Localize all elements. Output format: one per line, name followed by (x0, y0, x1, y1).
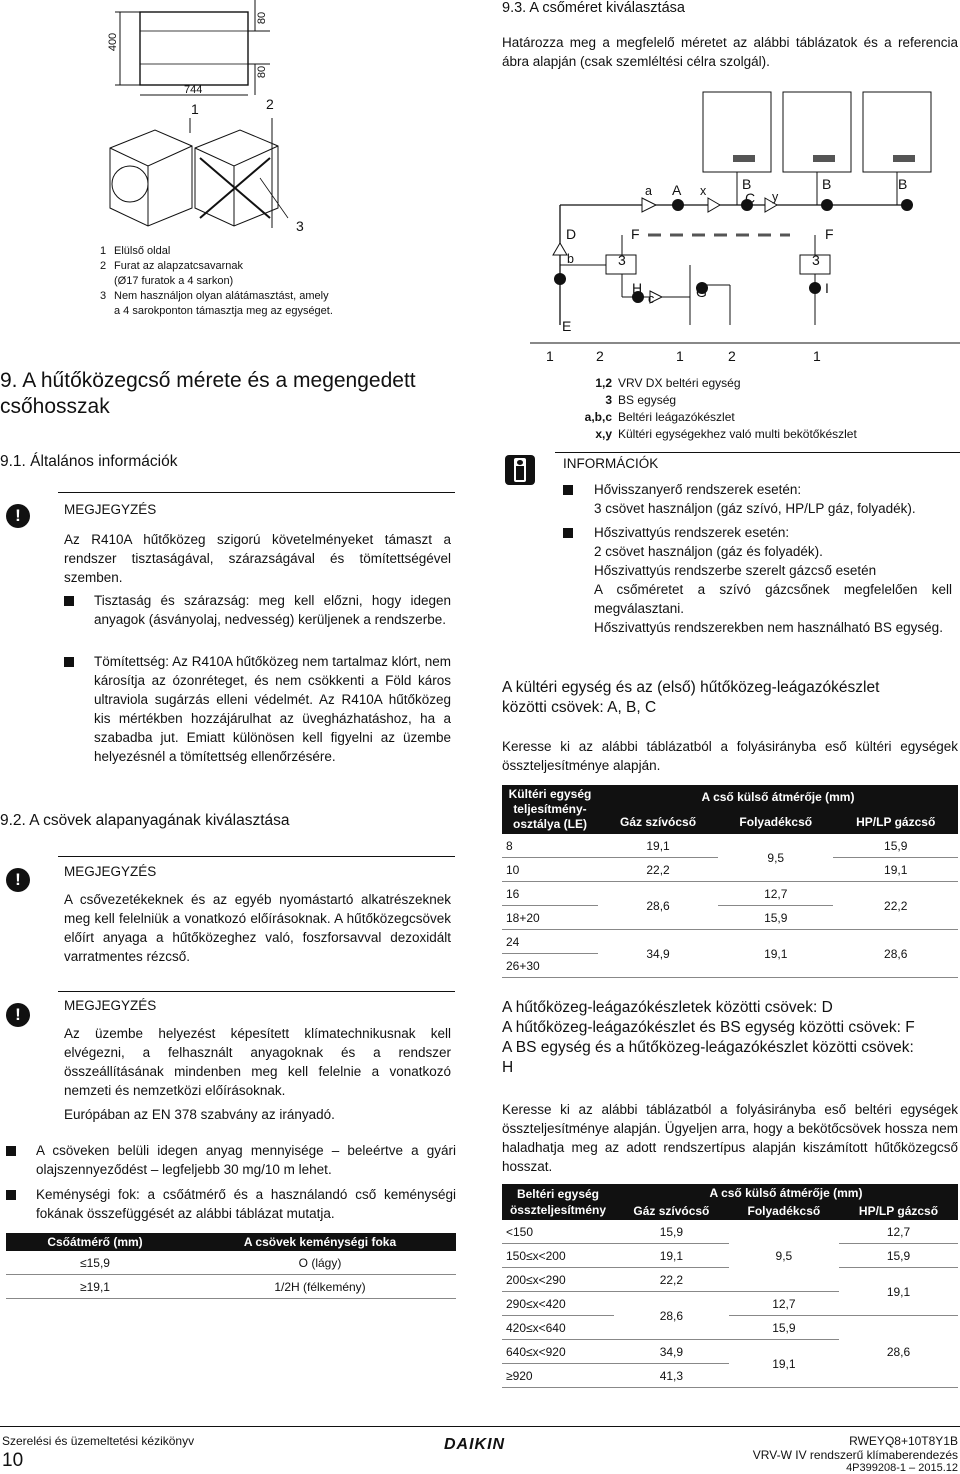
note-2-title: MEGJEGYZÉS (64, 864, 157, 879)
col-header: Csőátmérő (mm) (6, 1233, 184, 1251)
bullet-icon (6, 1190, 16, 1200)
label-B2: B (822, 176, 832, 192)
label-y: y (772, 190, 779, 204)
outdoor-intro: Keresse ki az alábbi táblázatból a folyásirányba eső kültéri egységek összteljesítménye alapján. (502, 739, 958, 773)
label-3b: 3 (812, 252, 820, 268)
warning-icon: ! (6, 504, 30, 528)
label-G: G (696, 284, 707, 300)
note-1-bullet: Tisztaság és szárazság: meg kell előzni, hogy idegen anyagok (ásványolaj, nedvesség) kerüljenek a rendszerbe. (94, 593, 451, 627)
table-cell: 9,5 (729, 1220, 839, 1292)
left-bullet: Keménységi fok: a csőátmérő és a használandó cső keménységi fokának összefüggését az alábbi táblázat mutatja. (36, 1187, 456, 1221)
note-3-body: Az üzembe helyezést képesített klímatechnikusnak kell elvégezni, a felhasznált anyagoknak és a rendszer összeállításának mindenben meg kell felelnie a vonatkozó nemzeti és nemzetközi előírásoknak. (64, 1026, 451, 1098)
table-cell: 640≤x<920 (502, 1340, 614, 1364)
piping-drawing (530, 85, 960, 375)
col-header: Gáz szívócső (598, 810, 718, 835)
col-header: Folyadékcső (729, 1202, 839, 1220)
table-cell: 15,9 (729, 1316, 839, 1340)
fig2-legend-item: x,y Kültéri egységekhez való multi bekötőkészlet (595, 427, 857, 441)
bottom-number: 1 (546, 348, 554, 364)
table-cell: 12,7 (729, 1292, 839, 1316)
note-3-body2: Európában az EN 378 szabvány az irányadó. (64, 1107, 335, 1122)
table-cell: 18+20 (502, 906, 598, 930)
branch-intro: Keresse ki az alábbi táblázatból a folyásirányba eső beltéri egységek összteljesítménye alapján. Ügyeljen arra, hogy a bekötőcsövek hossza nem haladhatja meg az adott rendszertípus alapján kiszámított hűtőközegcső hosszat. (502, 1102, 958, 1174)
table-cell: 28,6 (614, 1292, 729, 1340)
section-9-2-heading: 9.2. A csövek alapanyagának kiválasztása (0, 812, 290, 829)
daikin-logo: DAIKIN (444, 1436, 506, 1453)
footer-model: RWEYQ8+10T8Y1B (849, 1434, 958, 1448)
bottom-number: 1 (813, 348, 821, 364)
unit-support-drawing (100, 118, 300, 230)
note-1-bullet: Tömítettség: Az R410A hűtőközeg nem tartalmaz klórt, nem károsítja az ózonréteget, és nem csökkenti a Föld káros ultraviola sugárzás elleni védelmét. Az R410A hűtőközeg kis mértékben hozzájárulhat az üvegházhatáshoz, ha a szabadba jut. Emiatt különösen kell figyelni az üzembe helyezésnél a tömítettség ellenőrzésére. (94, 654, 451, 764)
table-cell: 12,7 (718, 882, 833, 906)
table-cell: 150≤x<200 (502, 1244, 614, 1268)
table-cell: 12,7 (839, 1220, 958, 1244)
bottom-number: 2 (728, 348, 736, 364)
label-I: I (825, 280, 829, 296)
table-header-row (502, 785, 958, 810)
table-cell: 28,6 (839, 1316, 958, 1388)
table-cell: 34,9 (614, 1340, 729, 1364)
label-a: a (645, 184, 652, 198)
callout-3: 3 (296, 218, 304, 234)
footer-rule (0, 1426, 960, 1427)
table-row (502, 1316, 958, 1340)
table-header-row (502, 1184, 958, 1202)
col-header: Kültéri egység teljesítmény- osztálya (LE) (502, 785, 598, 834)
table-cell: 19,1 (718, 930, 833, 978)
table-cell: ≤15,9 (6, 1251, 184, 1275)
callout-1: 1 (191, 101, 199, 117)
table-cell: 34,9 (598, 930, 718, 978)
warning-icon: ! (6, 1003, 30, 1027)
table-cell: 15,9 (839, 1244, 958, 1268)
fig2-legend-item: 1,2 VRV DX beltéri egység (595, 376, 741, 390)
table-cell: 22,2 (598, 858, 718, 882)
bullet-icon (563, 485, 573, 495)
table-cell: 19,1 (614, 1244, 729, 1268)
table-cell: 28,6 (833, 930, 958, 978)
table-cell: 41,3 (614, 1364, 729, 1388)
label-B3: B (898, 176, 908, 192)
info-item: Hőszivattyús rendszerek esetén: 2 csövet használjon (gáz és folyadék). Hőszivattyús rendszerbe szerelt gázcső esetén A csőméretet a szívó gázcsőnek megfelelően kell megválasztani. Hőszivattyús rendszerekben nem használható BS egység. (594, 525, 952, 635)
fig1-legend-item: 1 Elülső oldal (100, 245, 171, 257)
col-header: Folyadékcső (718, 810, 833, 835)
dim-80-top-label: 80 (256, 11, 269, 25)
label-x: x (700, 184, 707, 198)
info-icon (505, 455, 535, 485)
section-9-heading: 9. A hűtőközegcső mérete és a megengedett csőhosszak (0, 369, 416, 418)
fig1-legend-item: 2 Furat az alapzatcsavarnak (100, 260, 244, 272)
table-cell: O (lágy) (184, 1251, 456, 1275)
table-cell: 15,9 (833, 834, 958, 858)
table-cell: 22,2 (833, 882, 958, 930)
table-cell: 28,6 (598, 882, 718, 930)
label-H: H (632, 280, 643, 296)
table-cell: 9,5 (718, 834, 833, 882)
info-item: Hővisszanyerő rendszerek esetén: 3 csövet használjon (gáz szívó, HP/LP gáz, folyadék). (594, 482, 916, 516)
table-cell: 19,1 (598, 834, 718, 858)
table-cell: <150 (502, 1220, 614, 1244)
label-3a: 3 (618, 252, 626, 268)
col-header: HP/LP gázcső (833, 810, 958, 835)
table-cell: 8 (502, 834, 598, 858)
table-cell: 200≤x<290 (502, 1268, 614, 1292)
hardness-table (6, 1233, 456, 1299)
section-9-3-intro: Határozza meg a megfelelő méretet az alábbi táblázatok és a referencia ábra alapján (csak szemléltési célra szolgál). (502, 35, 958, 69)
fig1-legend (100, 244, 333, 319)
note-1-title: MEGJEGYZÉS (64, 502, 157, 517)
table-row (502, 1220, 958, 1244)
fig2-legend-item: 3 BS egység (605, 393, 677, 407)
table-cell: 19,1 (833, 858, 958, 882)
section-9-1-heading: 9.1. Általános információk (0, 453, 178, 470)
label-D: D (566, 226, 577, 242)
table-cell: 290≤x<420 (502, 1292, 614, 1316)
footer-series: VRV-W IV rendszerű klímaberendezés (752, 1448, 958, 1462)
callout-2: 2 (266, 96, 274, 112)
label-b: b (567, 252, 574, 266)
bullet-icon (563, 528, 573, 538)
table-cell: 15,9 (614, 1220, 729, 1244)
bottom-number: 2 (596, 348, 604, 364)
dim-400-label: 400 (107, 32, 120, 52)
note-2-body: A csővezetékeknek és az egyéb nyomástartó alkatrészeknek meg kell felelniük a vonatkozó előírásoknak. A hűtőközegcsövek előírt anyaga a hűtőközeghez való, foszforsavval dezoxidált varratmentes rézcső. (64, 892, 451, 964)
bottom-number: 1 (676, 348, 684, 364)
bullet-icon (64, 657, 74, 667)
label-E: E (562, 318, 572, 334)
table-row (6, 1251, 456, 1275)
info-title: INFORMÁCIÓK (563, 456, 659, 471)
table-cell: 1/2H (félkemény) (184, 1275, 456, 1299)
label-A: A (672, 182, 682, 198)
label-F1: F (631, 226, 640, 242)
col-header: A csövek keménységi foka (184, 1233, 456, 1251)
col-header: Beltéri egység összteljesítmény (502, 1184, 614, 1220)
table-cell: ≥19,1 (6, 1275, 184, 1299)
table-row (502, 882, 958, 906)
footer-doc-id: 4P399208-1 – 2015.12 (846, 1462, 958, 1474)
table-cell: 22,2 (614, 1268, 729, 1292)
table-header-row (6, 1233, 456, 1251)
table-cell: 19,1 (729, 1340, 839, 1388)
table-cell: 15,9 (718, 906, 833, 930)
page-number: 10 (2, 1450, 24, 1471)
bullet-icon (64, 596, 74, 606)
table-row (6, 1275, 456, 1299)
section-9-3-heading: 9.3. A csőméret kiválasztása (502, 0, 685, 16)
fig1-legend-item: a 4 sarokponton támasztja meg az egységet. (114, 305, 333, 317)
warning-icon: ! (6, 868, 30, 892)
table-row (502, 930, 958, 954)
group-header: A cső külső átmérője (mm) (614, 1184, 958, 1202)
label-c: c (648, 292, 655, 306)
indoor-table (502, 1184, 958, 1388)
note-3-title: MEGJEGYZÉS (64, 998, 157, 1013)
table-cell: 19,1 (839, 1268, 958, 1316)
note-1-body: Az R410A hűtőközeg szigorú követelményeket támaszt a rendszer tisztaságával, szárazságával és tömítettségével szemben. (64, 532, 451, 585)
label-F2: F (825, 226, 834, 242)
outdoor-heading: A kültéri egység és az (első) hűtőközeg-leágazókészlet közötti csövek: A, B, C (502, 679, 880, 716)
fig1-legend-item: 3 Nem használjon olyan alátámasztást, amely (100, 290, 329, 302)
table-cell: 24 (502, 930, 598, 954)
dim-80-bottom-label: 80 (256, 65, 269, 79)
branch-heading: A hűtőközeg-leágazókészletek közötti csövek: D A hűtőközeg-leágazókészlet és BS egység közötti csövek: F A BS egység és a hűtőközeg-leágazókészlet közötti csövek: H (502, 999, 915, 1076)
table-row (502, 834, 958, 858)
label-B1: B (742, 176, 752, 192)
table-cell: 10 (502, 858, 598, 882)
table-cell: 420≤x<640 (502, 1316, 614, 1340)
table-cell: ≥920 (502, 1364, 614, 1388)
left-bullet: A csöveken belüli idegen anyag mennyisége – beleértve a gyári olajszennyeződést – legfeljebb 30 mg/10 m lehet. (36, 1143, 456, 1177)
table-cell: 26+30 (502, 954, 598, 978)
group-header: A cső külső átmérője (mm) (598, 785, 958, 810)
bullet-icon (6, 1146, 16, 1156)
col-header: HP/LP gázcső (839, 1202, 958, 1220)
dim-744-label: 744 (184, 84, 203, 96)
fig2-legend (560, 375, 857, 443)
table-cell: 16 (502, 882, 598, 906)
label-C: C (745, 190, 756, 206)
footer-manual-title: Szerelési és üzemeltetési kézikönyv (2, 1434, 195, 1448)
fig2-legend-item: a,b,c Beltéri leágazókészlet (584, 410, 735, 424)
col-header: Gáz szívócső (614, 1202, 729, 1220)
outdoor-table (502, 785, 958, 978)
fig1-legend-item: (Ø17 furatok a 4 sarkon) (114, 275, 234, 287)
